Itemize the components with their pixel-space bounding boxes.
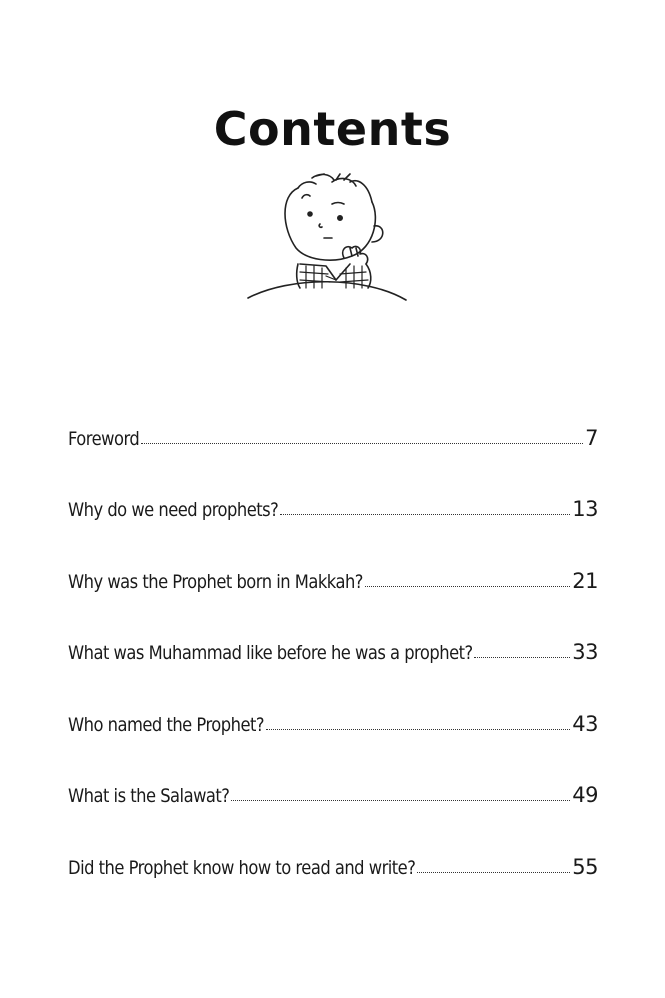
toc-entry-foreword[interactable]: [68, 378, 598, 450]
dot-leader: [266, 729, 570, 730]
table-of-contents: [68, 378, 598, 879]
dot-leader: [280, 514, 570, 515]
dot-leader: [231, 800, 570, 801]
toc-entry-page: 43: [572, 711, 598, 736]
toc-entry-label: Who named the Prophet?: [68, 713, 265, 736]
dot-leader: [417, 872, 570, 873]
toc-entry-page: 55: [572, 854, 598, 879]
toc-entry-read-and-write[interactable]: [68, 807, 598, 879]
toc-entry-label: Why was the Prophet born in Makkah?: [68, 570, 363, 593]
toc-entry-label: What is the Salawat?: [68, 785, 230, 807]
dot-leader: [365, 586, 570, 587]
toc-entry-label: Foreword: [68, 427, 140, 450]
dot-leader: [474, 657, 570, 658]
toc-entry-page: 13: [572, 497, 598, 521]
toc-entry-born-in-makkah[interactable]: [68, 521, 598, 593]
toc-entry-page: 21: [572, 568, 598, 593]
toc-entry-need-prophets[interactable]: [68, 450, 598, 522]
toc-entry-label: Why do we need prophets?: [68, 499, 279, 521]
toc-entry-page: 49: [572, 783, 598, 807]
toc-entry-page: 7: [585, 425, 598, 450]
boy-thinking-icon: [240, 168, 415, 308]
toc-entry-who-named[interactable]: [68, 664, 598, 736]
toc-entry-page: 33: [572, 640, 598, 664]
dot-leader: [141, 443, 583, 444]
toc-entry-before-prophethood[interactable]: [68, 593, 598, 665]
toc-entry-label: Did the Prophet know how to read and write?: [68, 856, 416, 879]
toc-entry-label: What was Muhammad like before he was a prophet?: [68, 642, 473, 664]
page-title: Contents: [213, 102, 452, 156]
toc-entry-salawat[interactable]: [68, 736, 598, 808]
